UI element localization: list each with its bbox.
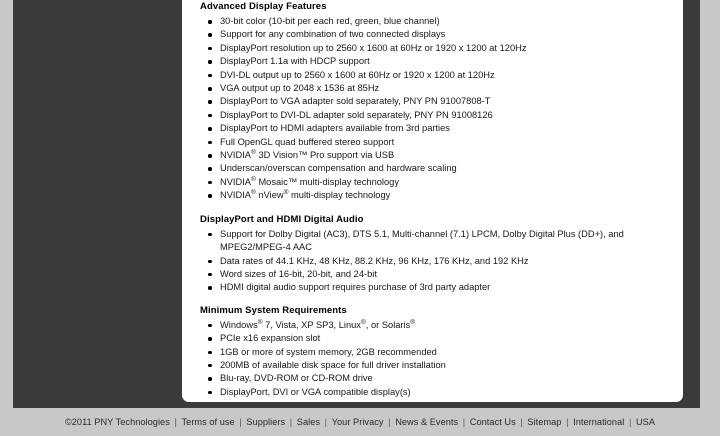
feature-text [220,320,415,330]
bullet-icon [208,286,212,290]
text-fragment: Full OpenGL quad buffered stereo support [220,136,395,147]
registered-trademark-icon: ® [251,148,256,156]
footer-link-suppliers[interactable]: Suppliers [246,417,286,427]
spec-content [182,0,683,399]
footer-separator: | [287,417,295,427]
text-fragment: Data rates of 44.1 KHz, 48 KHz, 88.2 KHz, 96 KHz, 176 KHz, and 192 KHz [220,255,529,266]
text-fragment: , or Solaris [365,319,411,330]
feature-list-item [200,281,671,294]
feature-list-item [200,332,671,345]
text-fragment: Blu-ray, DVD-ROM or CD-ROM drive [220,373,373,384]
registered-trademark-icon: ® [283,189,289,197]
feature-text [220,282,490,292]
bullet-icon [208,74,212,78]
footer-link-sitemap[interactable]: Sitemap [527,417,562,427]
bullet-icon [208,194,212,198]
feature-list-item [200,122,671,135]
feature-list-item [200,268,671,281]
feature-text [220,70,495,80]
feature-list-item [200,176,671,189]
text-fragment: 7, Vista, XP SP3, Linux [262,319,361,330]
text-fragment: multi-display technology [288,190,391,201]
bullet-icon [208,141,212,145]
text-fragment: 1GB or more of system memory, 2GB recommended [220,346,437,357]
registered-trademark-icon: ® [251,189,256,197]
bullet-icon [208,127,212,131]
footer-separator: | [322,417,330,427]
text-fragment: Windows [220,319,258,330]
feature-list-item [200,162,671,175]
section-heading: DisplayPort and HDMI Digital Audio [200,213,364,225]
feature-list-item [200,69,671,82]
feature-list [200,15,671,203]
bullet-icon [208,324,212,328]
footer-separator: | [563,417,572,427]
footer-separator: | [385,417,394,427]
feature-text [220,256,529,266]
spec-section-displayport-and-hdmi-digital-audio [200,213,671,295]
feature-text [220,150,394,160]
text-fragment: NVIDIA [220,150,251,161]
footer-separator: | [460,417,468,427]
feature-list-item [200,136,671,149]
feature-list-item [200,28,671,41]
feature-list-item [200,82,671,95]
bullet-icon [208,87,212,91]
feature-list-item [200,346,671,359]
feature-text [220,163,457,173]
feature-list-item [200,95,671,108]
text-fragment: Support for Dolby Digital (AC3), DTS 5.1, Multi-channel (7.1) LPCM, Dolby Digital Plus (DD+), and MPEG2/MPEG-4 AAC [220,228,624,253]
feature-text [220,229,624,252]
footer-link-list [65,417,655,427]
text-fragment: NVIDIA [220,176,251,187]
feature-text [220,29,445,39]
section-heading: Minimum System Requirements [200,304,347,316]
feature-list-item [200,15,671,28]
text-fragment: 200MB of available disk space for full driver installation [220,359,446,370]
text-fragment: PCIe x16 expansion slot [220,333,321,344]
product-spec-panel [182,0,683,402]
spec-section-advanced-display-features [200,0,671,203]
footer-separator: | [517,417,526,427]
feature-list-item [200,42,671,55]
text-fragment: DVI-DL output up to 2560 x 1600 at 60Hz or 1920 x 1200 at 120Hz [220,69,495,80]
feature-text [220,137,394,147]
bullet-icon [208,351,212,355]
section-heading: Advanced Display Features [200,1,327,12]
feature-text [220,360,446,370]
feature-text [220,387,411,397]
text-fragment: 30-bit color (10-bit per each red, green, blue channel) [220,16,440,26]
feature-text [220,16,440,26]
bullet-icon [208,181,212,185]
bullet-icon [208,273,212,277]
footer-link-international[interactable]: International [573,417,625,427]
text-fragment: DisplayPort resolution up to 2560 x 1600 at 60Hz or 1920 x 1200 at 120Hz [220,42,527,53]
feature-text [220,333,320,343]
feature-list-item [200,319,671,332]
footer-link-terms-of-use[interactable]: Terms of use [181,417,235,427]
feature-list [200,228,671,295]
bullet-icon [208,233,212,237]
text-fragment: DisplayPort to HDMI adapters available from 3rd parties [220,123,450,134]
text-fragment: DisplayPort 1.1a with HDCP support [220,56,370,67]
registered-trademark-icon: ® [257,318,263,326]
bullet-icon [208,114,212,118]
spec-section-minimum-system-requirements [200,304,671,399]
bullet-icon [208,20,212,24]
feature-list-item [200,228,671,255]
feature-list-item [200,372,671,385]
bullet-icon [208,33,212,37]
footer-link-sales[interactable]: Sales [296,417,321,427]
bullet-icon [208,377,212,381]
text-fragment: Mosaic™ multi-display technology [255,176,399,187]
feature-text [220,96,490,106]
registered-trademark-icon: ® [251,175,256,183]
bullet-icon [208,154,212,158]
feature-text [220,269,377,279]
bullet-icon [208,364,212,368]
feature-text [220,190,390,200]
feature-text [220,373,373,383]
feature-text [220,123,450,133]
bullet-icon [208,60,212,64]
text-fragment: Support for any combination of two connected displays [220,29,446,40]
feature-list-item [200,189,671,202]
bullet-icon [208,100,212,104]
registered-trademark-icon: ® [360,318,366,326]
text-fragment: DisplayPort to VGA adapter sold separately, PNY PN 91007808-T [220,96,491,107]
footer-copyright: ©2011 PNY Technologies [64,417,170,427]
feature-list-item [200,359,671,372]
text-fragment: nView [255,190,284,201]
bullet-icon [208,167,212,171]
text-fragment: Underscan/overscan compensation and hardware scaling [220,163,457,174]
footer-link-your-privacy[interactable]: Your Privacy [331,417,384,427]
text-fragment: DisplayPort, DVI or VGA compatible display(s) [220,386,411,397]
bullet-icon [208,260,212,264]
feature-text [220,56,370,66]
footer-separator: | [171,417,180,427]
footer-link-contact-us[interactable]: Contact Us [469,417,516,427]
feature-text [220,110,493,120]
site-footer [0,408,720,436]
footer-link-usa[interactable]: USA [636,417,656,427]
feature-text [220,83,379,93]
feature-text [220,347,437,357]
feature-list-item [200,55,671,68]
text-fragment: HDMI digital audio support requires purchase of 3rd party adapter [220,282,491,293]
feature-list-item [200,109,671,122]
feature-list-item [200,255,671,268]
feature-text [220,177,399,187]
text-fragment: Word sizes of 16-bit, 20-bit, and 24-bit [220,268,377,279]
feature-list [200,319,671,399]
bullet-icon [208,391,212,395]
bullet-icon [208,47,212,51]
bullet-icon [208,337,212,341]
feature-list-item [200,149,671,162]
footer-separator: | [236,417,245,427]
text-fragment: NVIDIA [220,190,251,201]
registered-trademark-icon: ® [410,318,416,326]
footer-link-news-events[interactable]: News & Events [395,417,459,427]
feature-list-item [200,386,671,399]
text-fragment: 3D Vision™ Pro support via USB [255,150,395,161]
feature-text [220,43,526,53]
text-fragment: DisplayPort to DVI-DL adapter sold separately, PNY PN 91008126 [220,109,493,120]
text-fragment: VGA output up to 2048 x 1536 at 85Hz [220,83,380,94]
footer-separator: | [626,417,634,427]
